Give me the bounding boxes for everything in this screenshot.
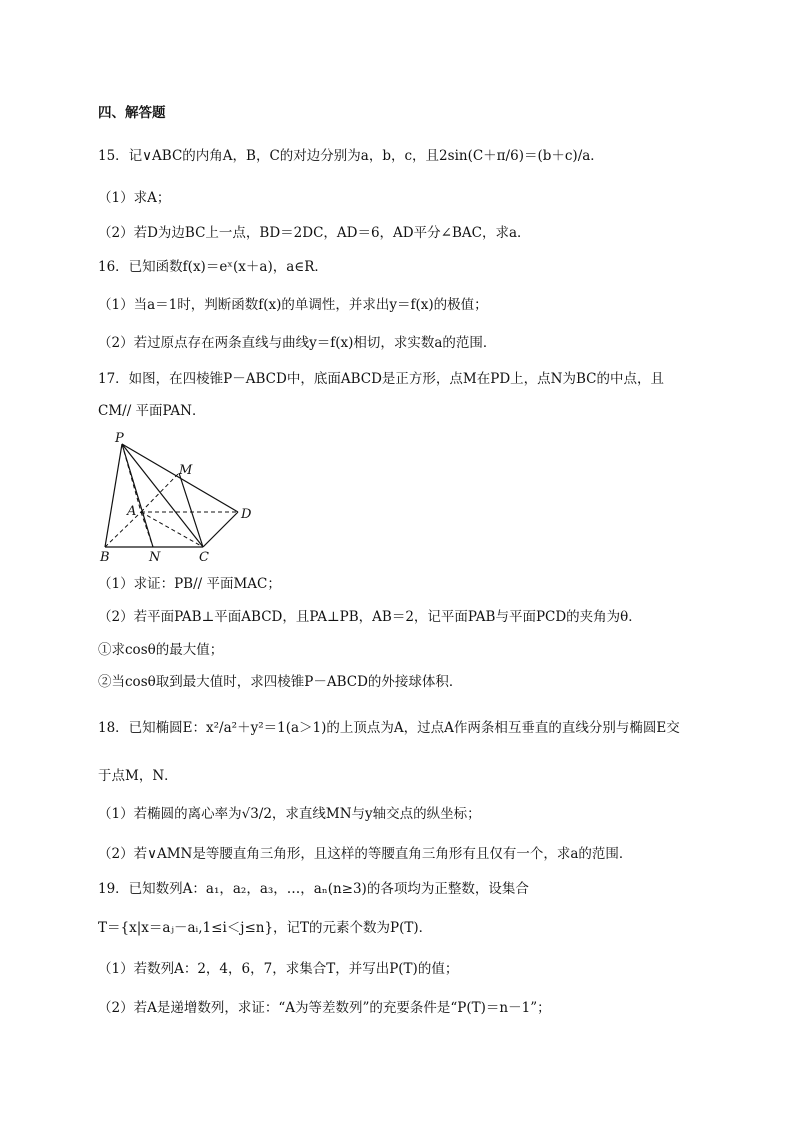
label-B: B	[100, 550, 110, 565]
q19-stem-line1: 19．已知数列A：a₁，a₂，a₃，…，aₙ(n≥3)的各项均为正整数，设集合	[98, 881, 529, 897]
pyramid-figure	[95, 430, 265, 565]
q19-part2: （2）若A是递增数列，求证：“A为等差数列”的充要条件是“P(T)＝n－1”；	[98, 1000, 551, 1016]
q17-part2: （2）若平面PAB⊥平面ABCD，且PA⊥PB，AB＝2，记平面PAB与平面PCD的夹角为θ．	[98, 609, 642, 625]
q17-stem-line2: CM// 平面PAN．	[98, 403, 206, 419]
label-P: P	[115, 431, 124, 446]
label-A: A	[127, 504, 137, 519]
label-C: C	[199, 550, 209, 565]
q17-sub2: ②当cosθ取到最大值时，求四棱锥P－ABCD的外接球体积．	[98, 674, 463, 690]
q16-stem: 16．已知函数f(x)＝eˣ(x＋a)，a∈R．	[98, 259, 328, 275]
q19-part1: （1）若数列A：2，4，6，7，求集合T，并写出P(T)的值；	[98, 961, 459, 977]
q17-part1: （1）求证：PB// 平面MAC；	[98, 576, 281, 592]
q17-stem-line1: 17．如图，在四棱锥P－ABCD中，底面ABCD是正方形，点M在PD上，点N为BC的中点，且	[98, 371, 664, 387]
q18-stem-line1: 18．已知椭圆E：x²/a²＋y²＝1(a＞1)的上顶点为A，过点A作两条相互垂直的直线分别与椭圆E交	[98, 720, 680, 736]
section-heading: 四、解答题	[98, 105, 166, 121]
q19-stem-line2: T＝{x|x＝aⱼ－aᵢ,1≤i＜j≤n}，记T的元素个数为P(T)．	[98, 920, 433, 936]
label-M: M	[179, 463, 193, 478]
q18-stem-line2: 于点M，N．	[98, 768, 178, 784]
label-D: D	[241, 507, 252, 522]
label-N: N	[149, 550, 161, 565]
q18-part1: （1）若椭圆的离心率为√3/2，求直线MN与y轴交点的纵坐标；	[98, 806, 481, 822]
q16-part2: （2）若过原点存在两条直线与曲线y＝f(x)相切，求实数a的范围．	[98, 335, 497, 351]
q17-sub1: ①求cosθ的最大值；	[98, 642, 224, 658]
q15-part1: （1）求A；	[98, 190, 171, 206]
q16-part1: （1）当a＝1时，判断函数f(x)的单调性，并求出y＝f(x)的极值；	[98, 297, 488, 313]
q15-stem: 15．记∨ABC的内角A，B，C的对边分别为a，b，c，且2sin(C＋π/6)＝(b＋c)/a．	[98, 148, 604, 164]
q15-part2: （2）若D为边BC上一点，BD＝2DC，AD＝6，AD平分∠BAC，求a．	[98, 225, 531, 241]
q18-part2: （2）若∨AMN是等腰直角三角形，且这样的等腰直角三角形有且仅有一个，求a的范围．	[98, 846, 633, 862]
